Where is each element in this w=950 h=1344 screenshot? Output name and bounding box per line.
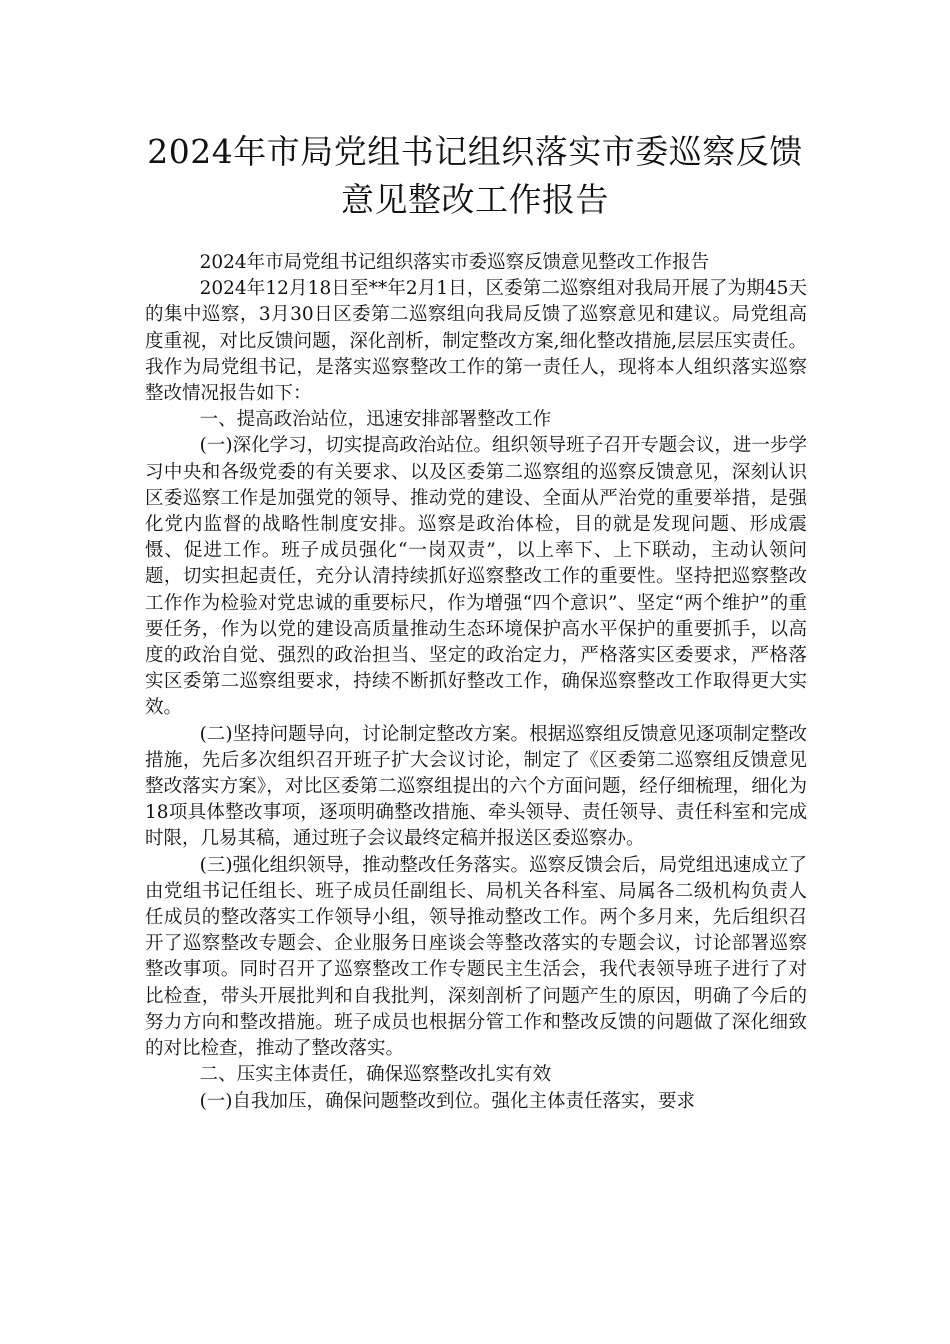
paragraph-1-2: (二)坚持问题导向，讨论制定整改方案。根据巡察组反馈意见逐项制定整改措施，先后多次组织召开班子扩大会议讨论，制定了《区委第二巡察组反馈意见整改落实方案》，对比区委第二巡察组提出的六个方面问题，经仔细梳理，细化为18项具体整改事项，逐项明确整改措施、牵头领导、责任领导、责任科室和完成时限，几易其稿，通过班子会议最终定稿并报送区委巡察办。 [145, 723, 807, 850]
section-heading-2: 二、压实主体责任，确保巡察整改扎实有效 [199, 1064, 552, 1086]
paragraph-intro: 2024年12月18日至**年2月1日，区委第二巡察组对我局开展了为期45天的集中巡察，3月30日区委第二巡察组向我局反馈了巡察意见和建议。局党组高度重视，对比反馈问题，深化剖析，制定整改方案,细化整改措施,层层压实责任。我作为局党组书记，是落实巡察整改工作的第一责任人，现将本人组织落实巡察整改情况报告如下： [145, 278, 807, 405]
section-heading-1: 一、提高政治站位，迅速安排部署整改工作 [199, 409, 552, 431]
paragraph-1-3: (三)强化组织领导，推动整改任务落实。巡察反馈会后，局党组迅速成立了由党组书记任组长、班子成员任副组长、局机关各科室、局属各二级机构负责人任成员的整改落实工作领导小组，领导推动整改工作。两个多月来，先后组织召开了巡察整改专题会、企业服务日座谈会等整改落实的专题会议，讨论部署巡察整改事项。同时召开了巡察整改工作专题民主生活会，我代表领导班子进行了对比检查，带头开展批判和自我批判，深刻剖析了问题产生的原因，明确了今后的努力方向和整改措施。班子成员也根据分管工作和整改反馈的问题做了深化细致的对比检查，推动了整改落实。 [145, 854, 807, 1060]
document-title: 2024年市局党组书记组织落实市委巡察反馈意见整改工作报告 [147, 132, 803, 219]
paragraph-repeated-title: 2024年市局党组书记组织落实市委巡察反馈意见整改工作报告 [199, 252, 710, 273]
paragraph-1-1: (一)深化学习，切实提高政治站位。组织领导班子召开专题会议，进一步学习中央和各级党委的有关要求、以及区委第二巡察组的巡察反馈意见，深刻认识区委巡察工作是加强党的领导、推动党的建设、全面从严治党的重要举措，是强化党内监督的战略性制度安排。巡察是政治体检，目的就是发现问题、形成震慑、促进工作。班子成员强化“一岗双责”，以上率下、上下联动，主动认领问题，切实担起责任，充分认清持续抓好巡察整改工作的重要性。坚持把巡察整改工作作为检验对党忠诚的重要标尺，作为增强“四个意识”、坚定“两个维护”的重要任务，作为以党的建设高质量推动生态环境保护高水平保护的重要抓手，以高度的政治自觉、强烈的政治担当、坚定的政治定力，严格落实区委要求，严格落实区委第二巡察组要求，持续不断抓好整改工作，确保巡察整改工作取得更大实效。 [145, 435, 807, 719]
document-body [145, 250, 807, 1115]
paragraph-2-1: (一)自我加压，确保问题整改到位。强化主体责任落实，要求 [199, 1090, 695, 1112]
